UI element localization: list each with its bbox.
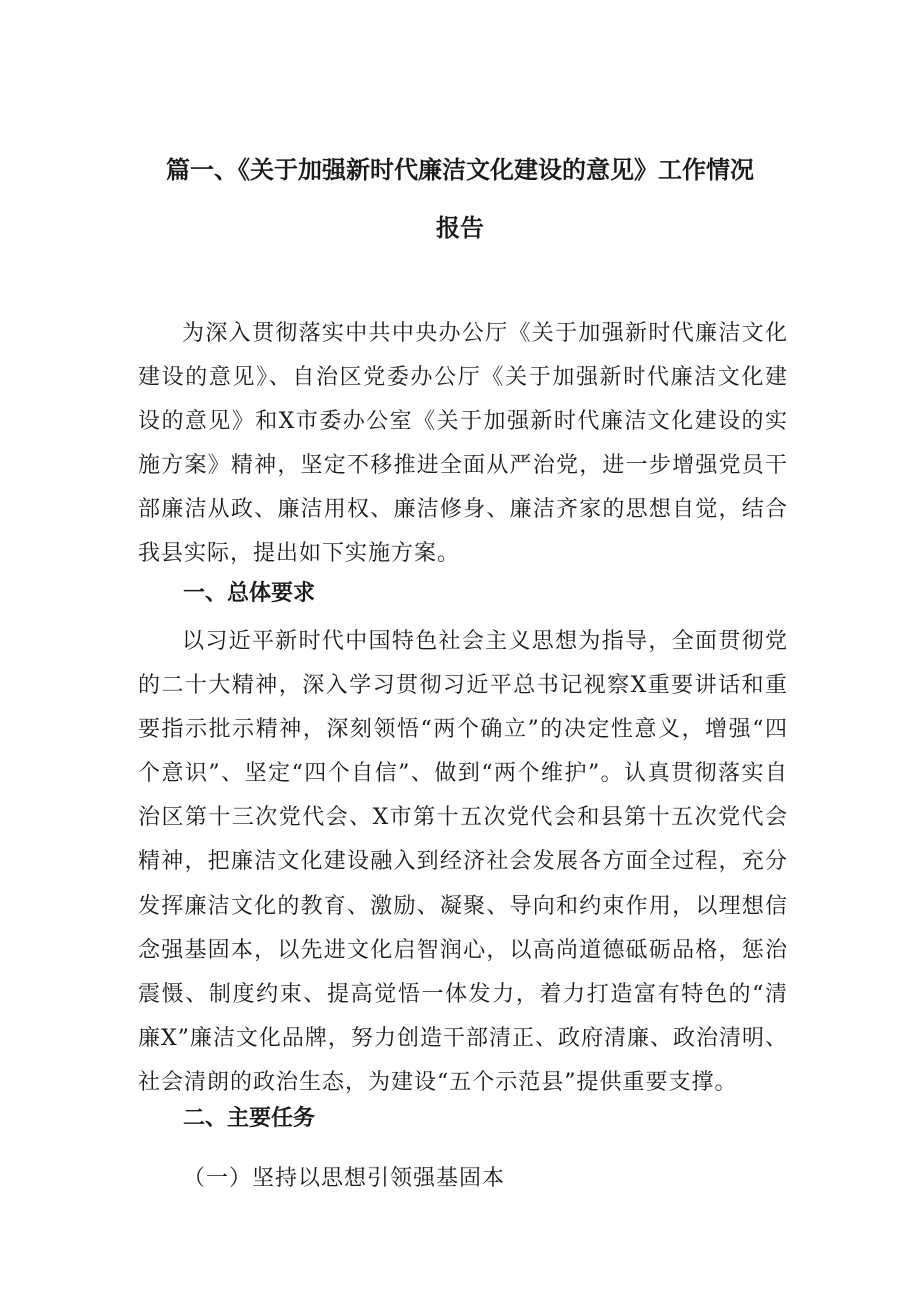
- subsection-heading-1: （一）坚持以思想引领强基固本: [183, 1166, 506, 1191]
- section-heading-general-requirements: 一、总体要求: [183, 581, 316, 606]
- intro-paragraph: 为深入贯彻落实中共中央办公厅《关于加强新时代廉洁文化建设的意见》、自治区党委办公厅《关于加强新时代廉洁文化建设的意见》和X市委办公室《关于加强新时代廉洁文化建设的实施方案》精神，坚定不移推进全面从严治党，进一步增强党员干部廉洁从政、廉洁用权、廉洁修身、廉洁齐家的思想自觉，结合我县实际，提出如下实施方案。: [138, 321, 788, 567]
- document-title-line-2: 报告: [436, 214, 484, 242]
- section-heading-main-tasks: 二、主要任务: [183, 1106, 316, 1131]
- document-title-line-1: 篇一、《关于加强新时代廉洁文化建设的意见》工作情况: [166, 156, 754, 184]
- general-requirements-paragraph: 以习近平新时代中国特色社会主义思想为指导，全面贯彻党的二十大精神，深入学习贯彻习近平总书记视察X重要讲话和重要指示批示精神，深刻领悟“两个确立”的决定性意义，增强“四个意识”、坚定“四个自信”、做到“两个维护”。认真贯彻落实自治区第十三次党代会、X市第十五次党代会和县第十五次党代会精神，把廉洁文化建设融入到经济社会发展各方面全过程，充分发挥廉洁文化的教育、激励、凝聚、导向和约束作用，以理想信念强基固本，以先进文化启智润心，以高尚道德砥砺品格，惩治震慑、制度约束、提高觉悟一体发力，着力打造富有特色的“清廉X”廉洁文化品牌，努力创造干部清正、政府清廉、政治清明、社会清朗的政治生态，为建设“五个示范县”提供重要支撑。: [138, 629, 788, 1095]
